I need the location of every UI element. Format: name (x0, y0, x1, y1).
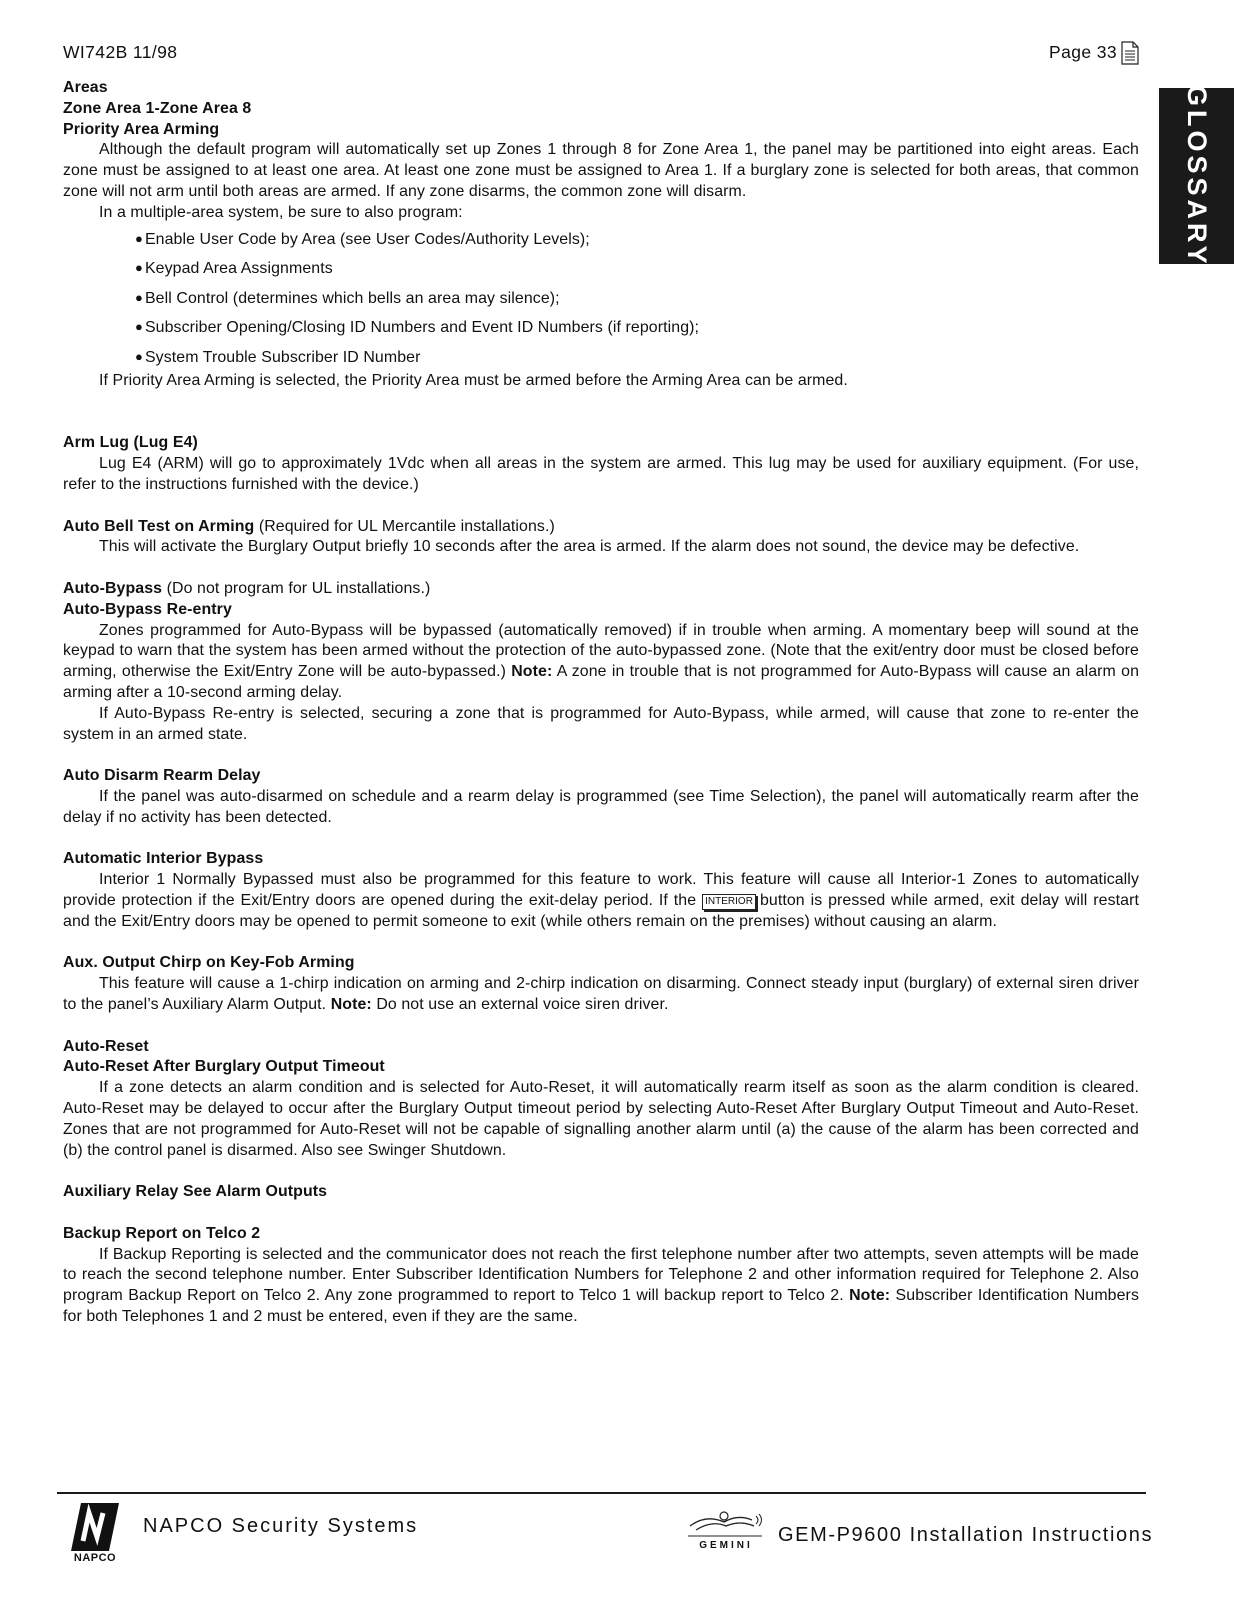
note-label: Note: (330, 995, 372, 1013)
napco-logo-icon (67, 1501, 123, 1553)
paragraph: In a multiple-area system, be sure to also program: (99, 203, 463, 221)
page-number: Page 33 (1049, 42, 1117, 62)
section-backup-report (63, 1224, 1139, 1328)
napco-logo-text: NAPCO (73, 1552, 117, 1564)
list-item: ● System Trouble Subscriber ID Number (135, 348, 421, 366)
bullet-list (63, 224, 1139, 372)
heading-areas: Areas (63, 79, 108, 96)
gemini-logo-icon (686, 1506, 766, 1550)
note-label: Note: (849, 1287, 891, 1305)
heading-auto-reset: Auto-Reset (63, 1037, 149, 1055)
note-label: Note: (511, 663, 553, 681)
paragraph: Interior 1 Normally Bypassed must also be programmed for this feature to work. This feature will cause all Interior-1 Zones to automatically provide protection if the Exit/Entry doors are opened during the exit-delay period. If the INTERIOR button is pressed while armed, exit delay will restart and the Exit/Entry doors may be opened to permit someone to exit (while others remain on the premises) without causing an alarm. (63, 871, 1139, 930)
bullet-icon: ● (135, 260, 143, 276)
heading-note: (Do not program for UL installations.) (162, 580, 431, 598)
section-aux-relay (63, 1182, 1139, 1203)
bullet-icon: ● (135, 319, 143, 335)
heading-auto-bypass: Auto-Bypass (63, 580, 163, 598)
bullet-icon: ● (135, 289, 143, 305)
heading-interior-bypass: Automatic Interior Bypass (63, 850, 264, 868)
heading-auto-reset-after: Auto-Reset After Burglary Output Timeout (63, 1058, 385, 1076)
section-auto-bell-test (63, 517, 1139, 559)
heading-aux-relay: Auxiliary Relay See Alarm Outputs (63, 1183, 328, 1201)
paragraph: If Backup Reporting is selected and the communicator does not reach the first telephone number after two attempts, seven attempts will be made to reach the second telephone number. Enter Subscriber Identification Numbers for Telephone 2 and other information required for Telephone 2. Also program Backup Report on Telco 2. Any zone programmed to report to Telco 1 will backup report to Telco 2. Note: Subscriber Identification Numbers for both Telephones 1 and 2 must be entered, even if they are the same. (63, 1245, 1139, 1325)
bullet-icon: ● (135, 230, 143, 246)
heading-line (63, 517, 1139, 538)
paragraph: If Priority Area Arming is selected, the Priority Area must be armed before the Arming Area can be armed. (99, 372, 848, 390)
heading-arm-lug: Arm Lug (Lug E4) (63, 434, 198, 452)
heading-auto-disarm: Auto Disarm Rearm Delay (63, 767, 261, 785)
glossary-side-tab: GLOSSARY (1159, 88, 1234, 264)
paragraph: Zones programmed for Auto-Bypass will be bypassed (automatically removed) if in trouble when arming. A momentary beep will sound at the keypad to warn that the system has been armed without the protection of the auto-bypassed zone. (Note that the exit/entry door must be closed before arming, otherwise the Exit/Entry Zone will be auto-bypassed.) Note: A zone in trouble that is not programmed for Auto-Bypass will cause an alarm on arming after a 10-second arming delay. (63, 621, 1140, 702)
paragraph: Lug E4 (ARM) will go to approximately 1Vdc when all areas in the system are armed. This lug may be used for auxiliary equipment. (For use, refer to the instructions furnished with the device.) (63, 455, 1139, 494)
list-item: ● Keypad Area Assignments (135, 260, 333, 278)
section-arm-lug (63, 433, 1139, 495)
list-item: ● Enable User Code by Area (see User Codes/Authority Levels); (135, 230, 590, 248)
list-item: ● Subscriber Opening/Closing ID Numbers and Event ID Numbers (if reporting); (135, 319, 700, 337)
paragraph: This will activate the Burglary Output briefly 10 seconds after the area is armed. If the alarm does not sound, the device may be defective. (99, 538, 1080, 556)
heading-priority-area-arming: Priority Area Arming (63, 120, 220, 138)
paragraph: This feature will cause a 1-chirp indication on arming and 2-chirp indication on disarming. Connect steady input (burglary) of external siren driver to the panel’s Auxiliary Alarm Output. Note: Do not use an external voice siren driver. (63, 975, 1139, 1013)
document-id: WI742B 11/98 (63, 42, 178, 62)
heading-auto-bypass-reentry: Auto-Bypass Re-entry (63, 600, 232, 618)
section-areas (63, 78, 1139, 392)
heading-note: (Required for UL Mercantile installations.) (254, 517, 555, 535)
interior-key-icon: INTERIOR (702, 894, 756, 910)
list-item: ● Bell Control (determines which bells an area may silence); (135, 289, 560, 307)
page-header (63, 42, 1139, 68)
heading-line (63, 579, 1139, 600)
document-icon (1121, 41, 1139, 65)
heading-zone-area: Zone Area 1-Zone Area 8 (63, 99, 252, 117)
footer-product: GEM-P9600 Installation Instructions (778, 1524, 1154, 1546)
paragraph: Although the default program will automatically set up Zones 1 through 8 for Zone Area 1, the panel may be partitioned into eight areas. Each zone must be assigned to at least one area. At least one zone must be assigned to Area 1. If a burglary zone is selected for both areas, that common zone will not arm until both areas are armed. If any zone disarms, the common zone will disarm. (63, 141, 1139, 200)
footer-company: NAPCO Security Systems (143, 1515, 419, 1537)
section-auto-bypass (63, 579, 1139, 745)
paragraph: If a zone detects an alarm condition and is selected for Auto-Reset, it will automatically rearm itself as soon as the alarm condition is cleared. Auto-Reset may be delayed to occur after the Burglary Output timeout period by selecting Auto-Reset After Burglary Output Timeout and Auto-Reset. Zones that are not programmed for Auto-Reset will not be capable of signalling another alarm until (a) the cause of the alarm has been corrected and (b) the control panel is disarmed. Also see Swinger Shutdown. (63, 1079, 1139, 1159)
heading-auto-bell-test: Auto Bell Test on Arming (63, 517, 255, 535)
paragraph: If Auto-Bypass Re-entry is selected, securing a zone that is programmed for Auto-Bypass, while armed, will cause that zone to re-enter the system in an armed state. (63, 704, 1139, 743)
section-aux-chirp (63, 953, 1139, 1015)
section-interior-bypass (63, 849, 1139, 932)
section-auto-disarm (63, 766, 1139, 828)
heading-aux-chirp: Aux. Output Chirp on Key-Fob Arming (63, 954, 355, 972)
gemini-logo-text: GEMINI (699, 1540, 753, 1550)
footer-rule (57, 1492, 1146, 1494)
bullet-icon: ● (135, 348, 143, 364)
paragraph: If the panel was auto-disarmed on schedule and a rearm delay is programmed (see Time Selection), the panel will automatically rearm after the delay if no activity has been detected. (63, 788, 1139, 826)
heading-backup-report: Backup Report on Telco 2 (63, 1224, 261, 1242)
section-auto-reset (63, 1037, 1139, 1162)
glossary-content (63, 78, 1139, 1328)
